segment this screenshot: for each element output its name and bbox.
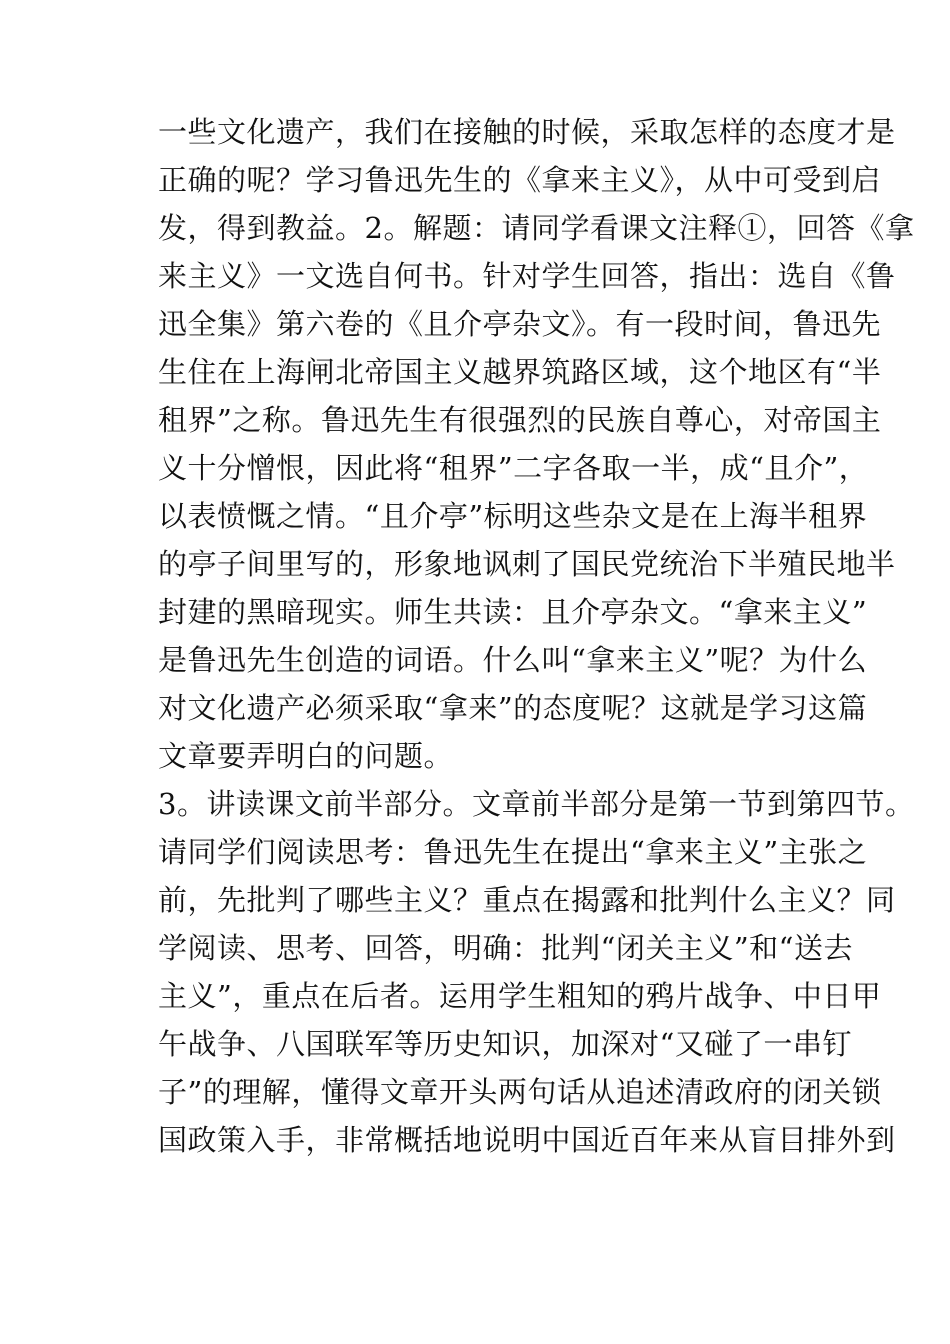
text-line: 以表愤慨之情。“且介亭”标明这些杂文是在上海半租界 — [158, 499, 868, 533]
text-line: 租界”之称。鲁迅先生有很强烈的民族自尊心，对帝国主 — [158, 403, 882, 437]
text-line: 学阅读、思考、回答，明确：批判“闭关主义”和“送去 — [158, 931, 853, 965]
text-line: 午战争、八国联军等历史知识，加深对“又碰了一串钉 — [158, 1027, 852, 1061]
text-line: 发，得到教益。2。解题：请同学看课文注释①，回答《拿 — [158, 211, 915, 245]
text-line: 封建的黑暗现实。师生共读：且介亭杂文。“拿来主义” — [158, 595, 868, 629]
text-line: 主义”，重点在后者。运用学生粗知的鸦片战争、中日甲 — [158, 979, 882, 1013]
text-line: 前，先批判了哪些主义？重点在揭露和批判什么主义？同 — [158, 883, 896, 917]
text-line: 是鲁迅先生创造的词语。什么叫“拿来主义”呢？为什么 — [158, 643, 868, 677]
text-line: 国政策入手，非常概括地说明中国近百年来从盲目排外到 — [158, 1123, 896, 1157]
text-line: 对文化遗产必须采取“拿来”的态度呢？这就是学习这篇 — [158, 691, 868, 725]
text-line: 请同学们阅读思考：鲁迅先生在提出“拿来主义”主张之 — [158, 835, 868, 869]
text-line: 的亭子间里写的，形象地讽刺了国民党统治下半殖民地半 — [158, 547, 896, 581]
text-line: 3。讲读课文前半部分。文章前半部分是第一节到第四节。 — [158, 787, 915, 821]
text-line: 来主义》一文选自何书。针对学生回答，指出：选自《鲁 — [158, 259, 896, 293]
text-line: 一些文化遗产，我们在接触的时候，采取怎样的态度才是 — [158, 115, 896, 149]
text-line: 文章要弄明白的问题。 — [158, 739, 454, 773]
text-line: 正确的呢？学习鲁迅先生的《拿来主义》，从中可受到启 — [158, 163, 882, 197]
text-line: 义十分憎恨，因此将“租界”二字各取一半，成“且介”， — [158, 451, 869, 485]
text-line: 迅全集》第六卷的《且介亭杂文》。有一段时间，鲁迅先 — [158, 307, 882, 341]
text-line: 子”的理解，懂得文章开头两句话从追述清政府的闭关锁 — [158, 1075, 882, 1109]
text-line: 生住在上海闸北帝国主义越界筑路区域，这个地区有“半 — [158, 355, 882, 389]
